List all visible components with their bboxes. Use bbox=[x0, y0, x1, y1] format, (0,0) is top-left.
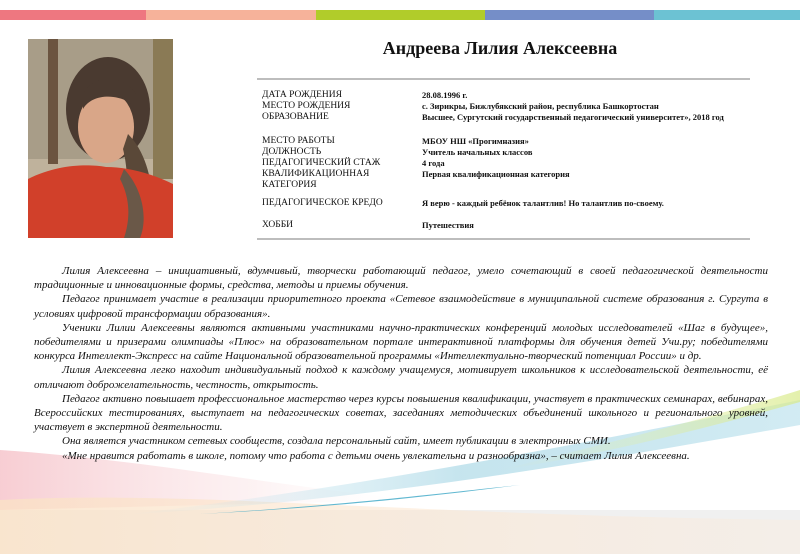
info-row bbox=[262, 198, 782, 209]
info-row-hobby bbox=[262, 220, 782, 231]
info-label: ДОЛЖНОСТЬ bbox=[262, 147, 322, 157]
info-value: Высшее, Сургутский государственный педагогический университет», 2018 год bbox=[422, 112, 724, 122]
info-group-work bbox=[262, 136, 782, 191]
info-value: МБОУ НШ «Прогимназия» bbox=[422, 136, 529, 146]
info-row-qualification bbox=[262, 169, 782, 180]
info-row-experience bbox=[262, 158, 782, 169]
bio-paragraph: Педагог активно повышает профессиональное мастерство через курсы повышения квалификации, участвует в практических семинарах, вебинарах, Всероссийских тестированиях, выступает на педагогических советах, заседаниях методических объединений школьного и регионального уровней, участвует в экспертной деятельности. bbox=[34, 392, 768, 434]
bio-paragraph: Педагог принимает участие в реализации приоритетного проекта «Сетевое взаимодействие в муниципальной системе образования г. Сургута в условиях цифровой трансформации образования». bbox=[34, 293, 768, 320]
info-row-credo bbox=[262, 198, 782, 209]
info-label: КАТЕГОРИЯ bbox=[262, 180, 317, 190]
bio-paragraph: «Мне нравится работать в школе, потому что работа с детьми очень увлекательна и разнообразна», – считает Лилия Алексеевна. bbox=[62, 449, 690, 462]
info-label: ХОББИ bbox=[262, 220, 294, 230]
decorative-color-bar bbox=[0, 10, 800, 20]
info-label: КВАЛИФИКАЦИОННАЯ bbox=[262, 169, 370, 179]
color-bar-segment-green bbox=[316, 10, 485, 20]
info-label: МЕСТО РАБОТЫ bbox=[262, 136, 335, 146]
info-label: ДАТА РОЖДЕНИЯ bbox=[262, 90, 342, 100]
info-row-birth-place bbox=[262, 101, 782, 112]
info-label: ПЕДАГОГИЧЕСКИЙ СТАЖ bbox=[262, 158, 381, 168]
bio-paragraph: Ученики Лилии Алексеевны являются активными участниками научно-практических конференций молодых исследователей «Шаг в будущее», победителями и призерами олимпиады «Плюс» на образовательном портале интерактивной платформы для обучения детей Учи.ру; победителями конкурса Интеллект-Экспресс на сайте Национальной образовательной программы «Интеллектуально-творческий потенциал России» и др. bbox=[34, 321, 768, 363]
bio-paragraph: Лилия Алексеевна легко находит индивидуальный подход к каждому учащемуся, мотивирует школьников к исследовательской деятельности, её отличают доброжелательность, честность, открытость. bbox=[34, 364, 768, 391]
divider-top bbox=[257, 78, 750, 80]
color-bar-segment-blue bbox=[485, 10, 654, 20]
info-value bbox=[422, 180, 782, 191]
info-value: Путешествия bbox=[422, 220, 474, 230]
info-row-position bbox=[262, 147, 782, 158]
color-bar-segment-red bbox=[0, 10, 146, 20]
info-value: 4 года bbox=[422, 158, 445, 168]
info-row-workplace bbox=[262, 136, 782, 147]
biography-text bbox=[34, 264, 768, 463]
info-label: ОБРАЗОВАНИЕ bbox=[262, 112, 329, 122]
divider-bottom bbox=[257, 238, 750, 240]
info-row-birth-date bbox=[262, 90, 782, 101]
info-label: МЕСТО РОЖДЕНИЯ bbox=[262, 101, 351, 111]
color-bar-segment-peach bbox=[146, 10, 316, 20]
info-label: ПЕДАГОГИЧЕСКОЕ КРЕДО bbox=[262, 198, 383, 208]
info-row-qualification-cont bbox=[262, 180, 782, 191]
info-row-education bbox=[262, 112, 782, 123]
info-row bbox=[262, 220, 782, 231]
info-value: с. Зирикры, Бижлубякский район, республика Башкортостан bbox=[422, 101, 659, 111]
bio-paragraph: Она является участником сетевых сообществ, создала персональный сайт, имеет публикации в электронных СМИ. bbox=[62, 435, 611, 448]
portrait-photo bbox=[28, 39, 173, 238]
person-name-heading: Андреева Лилия Алексеевна bbox=[382, 38, 618, 58]
info-value: Учитель начальных классов bbox=[422, 147, 533, 157]
bio-paragraph: Лилия Алексеевна – инициативный, вдумчивый, творчески работающий педагог, умело сочетающий в своей педагогической деятельности традиционные и инновационные формы, средства, методы и приемы обучения. bbox=[34, 265, 768, 292]
info-value: 28.08.1996 г. bbox=[422, 90, 468, 100]
info-value: Я верю - каждый ребёнок талантлив! Но талантлив по-своему. bbox=[422, 198, 664, 208]
info-group-personal bbox=[262, 90, 782, 123]
color-bar-segment-cyan bbox=[654, 10, 800, 20]
info-value: Первая квалификационная категория bbox=[422, 169, 570, 179]
